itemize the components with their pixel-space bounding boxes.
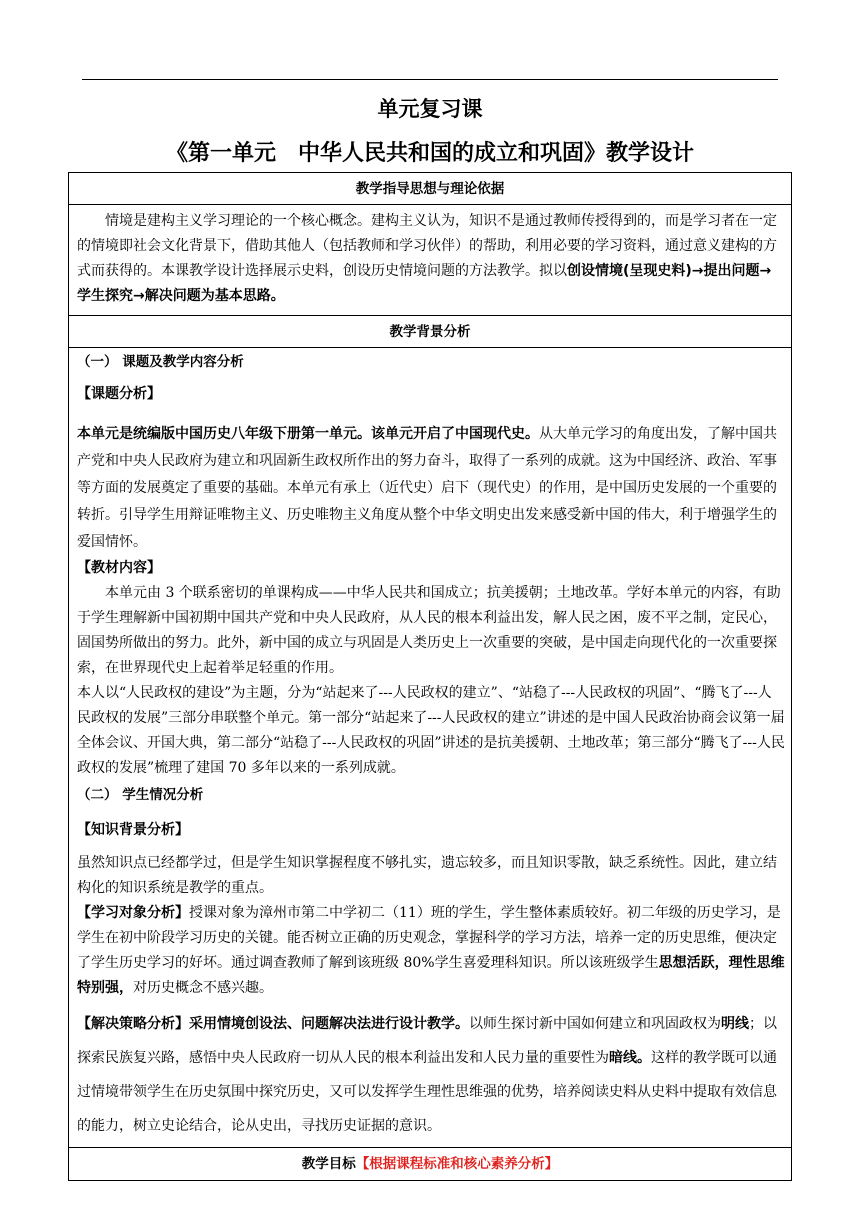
part1-title: （一） 课题及教学内容分析 (77, 354, 244, 370)
page-subtitle: 《第一单元 中华人民共和国的成立和巩固》教学设计 (165, 141, 694, 166)
strategy-bold-2: 明线 (721, 1016, 749, 1032)
content-paragraph-2: 本人以“人民政权的建设”为主题，分为“站起来了---人民政权的建立”、“站稳了---人民政权的巩固”、“腾飞了---人民政权的发展”三部分串联整个单元。第一部分“站起来了---人民政权的建立”讲述的是中国人民政治协商会议第一届全体会议、开国大典，第二部分“站稳了---人民政权的巩固”讲述的是抗美援朝、土地改革；第三部分“腾飞了---人民政权的发展”梳理了建国 70 多年以来的一系列成就。 (77, 685, 785, 776)
part2-title: （二） 学生情况分析 (77, 787, 204, 803)
page-title: 单元复习课 (377, 97, 483, 121)
topic-label: 【课题分析】 (77, 386, 161, 402)
strategy-label: 【解决策略分析】 (77, 1016, 189, 1032)
topic-bold: 本单元是统编版中国历史八年级下册第一单元。该单元开启了中国现代史。 (77, 426, 539, 442)
guiding-ideas-bold: 创设情境(呈现史料)→提出问题→学生探究→解决问题为基本思路。 (77, 263, 772, 304)
topic-text: 从大单元学习的角度出发，了解中国共产党和中央人民政府为建立和巩固新生政权所作出的努力奋斗，取得了一系列的成就。这为中国经济、政治、军事等方面的发展奠定了重要的基础。本单元有承上（近代史）启下（现代史）的作用，是中国历史发展的一个重要的转折。引导学生用辩证唯物主义、历史唯物主义角度从整个中华文明史出发来感受新中国的伟大，利于增强学生的爱国情怀。 (77, 426, 777, 550)
object-bold: 思想活跃，理性思维特别强， (77, 955, 785, 996)
background-cell (69, 348, 791, 1148)
object-tail: 对历史概念不感兴趣。 (133, 980, 273, 996)
guiding-ideas-paragraph (77, 209, 785, 309)
guiding-ideas-text: 情境是建构主义学习理论的一个核心概念。建构主义认为，知识不是通过教师传授得到的，而是学习者在一定的情境即社会文化背景下，借助其他人（包括教师和学习伙伴）的帮助，利用必要的学习资料，通过意义建构的方式而获得的。本课教学设计选择展示史料，创设历史情境问题的方法教学。拟以 (77, 213, 777, 279)
object-label: 【学习对象分析】 (77, 905, 189, 921)
strategy-text-1: 以师生探讨新中国如何建立和巩固政权为 (469, 1016, 721, 1032)
knowledge-paragraph: 虽然知识点已经都学过，但是学生知识掌握程度不够扎实，遗忘较多，而且知识零散，缺乏系统性。因此，建立结构化的知识系统是教学的重点。 (77, 855, 777, 896)
header-rule (82, 79, 778, 80)
section-heading-background: 教学背景分析 (69, 316, 791, 348)
content-paragraph-1: 本单元由 3 个联系密切的单课构成——中华人民共和国成立；抗美援朝；土地改革。学好本单元的内容，有助于学生理解新中国初期中国共产党和中央人民政府，从人民的根本利益出发，解人民之困，废不平之制，定民心，固国势所做出的努力。此外，新中国的成立与巩固是人类历史上一次重要的突破，是中国走向现代化的一次重要探索，在世界现代史上起着举足轻重的作用。 (77, 585, 781, 676)
content-label: 【教材内容】 (77, 560, 161, 576)
object-text: 授课对象为漳州市第二中学初二（11）班的学生，学生整体素质较好。初二年级的历史学习，是学生在初中阶段学习历史的关键。能否树立正确的历史观念，掌握科学的学习方法，培养一定的历史思维，便决定了学生历史学习的好坏。通过调查教师了解到该班级 80%学生喜爱理科知识。所以该班级学生 (77, 905, 781, 971)
objectives-heading: 教学目标 (301, 1156, 356, 1172)
strategy-bold-3: 暗线。 (609, 1050, 651, 1066)
design-table (68, 172, 792, 1181)
guiding-ideas-cell (69, 205, 791, 316)
strategy-text-3: 这样的教学既可以通过情境带领学生在历史氛围中探究历史，又可以发挥学生理性思维强的优势，培养阅读史料从史料中提取有效信息的能力，树立史论结合，论从史出，寻找历史证据的意识。 (77, 1050, 777, 1134)
section-heading-guiding-ideas: 教学指导思想与理论依据 (69, 173, 791, 205)
knowledge-label: 【知识背景分析】 (77, 822, 189, 838)
object-paragraph (77, 901, 785, 1001)
section-heading-objectives (69, 1148, 791, 1180)
topic-paragraph (77, 421, 785, 556)
strategy-bold: 采用情境创设法、问题解决法进行设计教学。 (189, 1016, 469, 1032)
strategy-text-2: ；以探索民族复兴路，感悟中央人民政府一切从人民的根本利益出发和人民力量的重要性为 (77, 1016, 777, 1066)
objectives-heading-note: 【根据课程标准和核心素养分析】 (355, 1156, 559, 1172)
strategy-paragraph (77, 1007, 785, 1143)
